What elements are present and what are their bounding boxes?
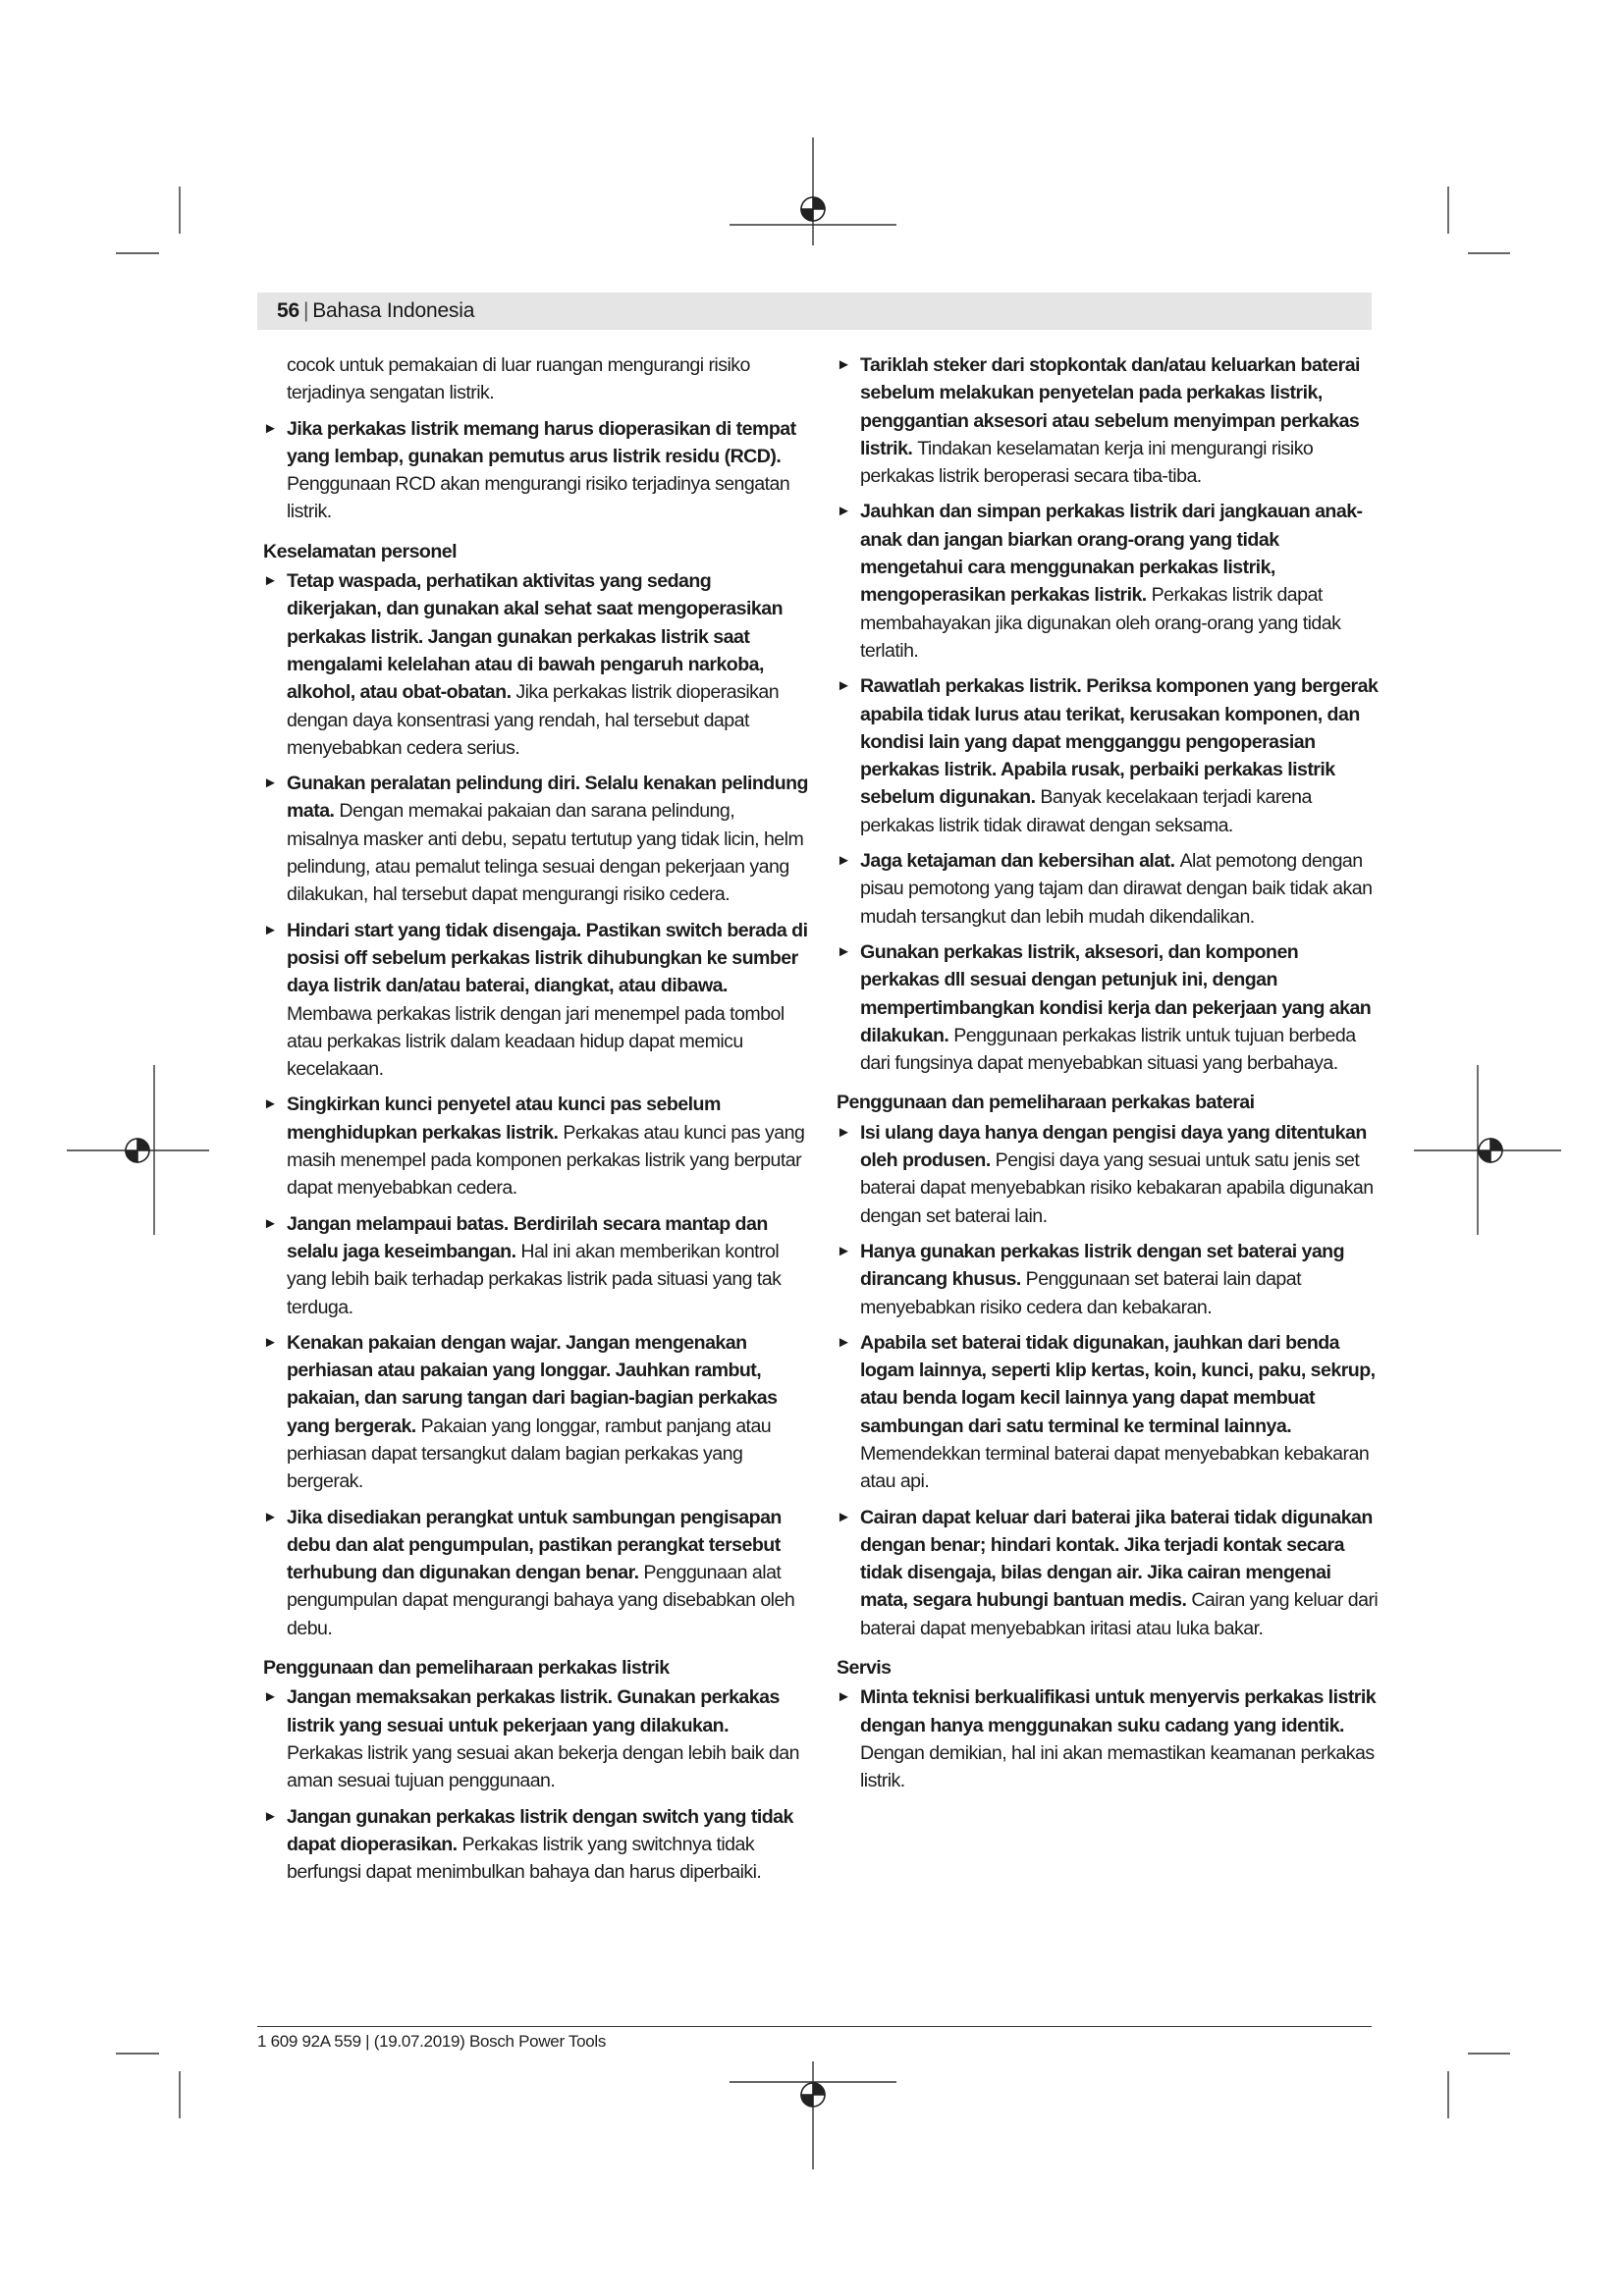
bullet-arrow-icon: ► bbox=[263, 1807, 278, 1825]
item-text: Perkakas listrik yang switchnya tidak berfungsi dapat menimbulkan bahaya dan harus diperbaiki. bbox=[287, 1833, 762, 1884]
item-bold-text: Tetap waspada, perhatikan aktivitas yang sedang dikerjakan, dan gunakan akal sehat saat mengoperasikan perkakas listrik. Jangan gunakan perkakas listrik saat mengalami kelelahan atau di bawah pengaruh narkoba, alkohol, atau obat-obatan. bbox=[287, 570, 783, 704]
bullet-arrow-icon: ► bbox=[837, 503, 851, 520]
registration-target-bottom bbox=[801, 2083, 825, 2107]
page-header bbox=[257, 293, 1372, 330]
bullet-arrow-icon: ► bbox=[837, 1508, 851, 1525]
item-text: Banyak kecelakaan terjadi karena perkakas listrik tidak dirawat dengan seksama. bbox=[860, 786, 1312, 836]
item-text: Hal ini akan memberikan kontrol yang lebih baik terhadap perkakas listrik pada situasi yang tak terduga. bbox=[287, 1240, 782, 1318]
item-bold-text: Jangan melampaui batas. Berdirilah secara mantap dan selalu jaga keseimbangan. bbox=[287, 1212, 768, 1262]
section-heading-service: Servis bbox=[837, 1657, 892, 1680]
item-bold-text: Jika perkakas listrik memang harus dioperasikan di tempat yang lembap, gunakan pemutus arus listrik residu (RCD). bbox=[287, 417, 796, 467]
bullet-arrow-icon: ► bbox=[837, 852, 851, 870]
item-text: Dengan demikian, hal ini akan memastikan keamanan perkakas listrik. bbox=[860, 1741, 1375, 1792]
item-text: Penggunaan set baterai lain dapat menyebabkan risiko cedera dan kebakaran. bbox=[860, 1268, 1302, 1318]
registration-target-right bbox=[1479, 1139, 1502, 1162]
item-text: Tindakan keselamatan kerja ini mengurangi risiko perkakas listrik beroperasi secara tiba-tiba. bbox=[860, 437, 1314, 488]
item-text: Perkakas listrik yang sesuai akan bekerja dengan lebih baik dan aman sesuai tujuan penggunaan. bbox=[287, 1741, 799, 1792]
list-item bbox=[837, 672, 1381, 839]
continuation-text: cocok untuk pemakaian di luar ruangan mengurangi risiko terjadinya sengatan listrik. bbox=[287, 354, 750, 404]
item-text: Pakaian yang longgar, rambut panjang atau perhiasan dapat tersangkut dalam bagian perkakas yang bergerak. bbox=[287, 1415, 772, 1493]
bullet-arrow-icon: ► bbox=[263, 419, 278, 437]
registration-target-left bbox=[126, 1139, 149, 1162]
item-bold-text: Jaga ketajaman dan kebersihan alat. bbox=[860, 850, 1180, 873]
item-text: Alat pemotong dengan pisau pemotong yang tajam dan dirawat dengan baik tidak akan mudah tersangkut dan lebih mudah dikendalikan. bbox=[860, 850, 1373, 928]
list-item bbox=[837, 1504, 1381, 1642]
list-item bbox=[837, 1329, 1381, 1496]
bullet-arrow-icon: ► bbox=[263, 1508, 278, 1525]
list-item bbox=[263, 1683, 808, 1794]
list-item bbox=[837, 1119, 1381, 1230]
list-item bbox=[263, 1504, 808, 1642]
item-bold-text: Singkirkan kunci penyetel atau kunci pas sebelum menghidupkan perkakas listrik. bbox=[287, 1094, 721, 1144]
list-item bbox=[263, 567, 808, 762]
list-item bbox=[837, 1238, 1381, 1321]
section-heading-usage: Penggunaan dan pemeliharaan perkakas listrik bbox=[263, 1657, 670, 1680]
page-footer: 1 609 92A 559 | (19.07.2019) Bosch Power Tools bbox=[257, 2032, 607, 2051]
bullet-arrow-icon: ► bbox=[837, 677, 851, 695]
item-bold-text: Jika disediakan perangkat untuk sambungan pengisapan debu dan alat pengumpulan, pastikan perangkat tersebut terhubung dan digunakan dengan benar. bbox=[287, 1506, 782, 1584]
list-item bbox=[263, 917, 808, 1084]
list-item bbox=[263, 1803, 808, 1887]
item-bold-text: Hindari start yang tidak disengaja. Pastikan switch berada di posisi off sebelum perkakas listrik dihubungkan ke sumber daya listrik dan/atau baterai, diangkat, atau dibawa. bbox=[287, 919, 808, 997]
item-text: Memendekkan terminal baterai dapat menyebabkan kebakaran atau api. bbox=[860, 1442, 1370, 1493]
bullet-arrow-icon: ► bbox=[263, 1095, 278, 1113]
registration-target-top bbox=[801, 197, 825, 221]
item-bold-text: Gunakan perkakas listrik, aksesori, dan komponen perkakas dll sesuai dengan petunjuk ini, dengan mempertimbangkan kondisi kerja dan pekerjaan yang akan dilakukan. bbox=[860, 940, 1372, 1046]
list-item bbox=[837, 1683, 1381, 1794]
bullet-arrow-icon: ► bbox=[263, 1214, 278, 1232]
item-bold-text: Gunakan peralatan pelindung diri. Selalu kenakan pelindung mata. bbox=[287, 773, 808, 823]
item-text: Jika perkakas listrik dioperasikan dengan daya konsentrasi yang rendah, hal tersebut dapat menyebabkan cedera serius. bbox=[287, 681, 780, 759]
item-bold-text: Jangan gunakan perkakas listrik dengan switch yang tidak dapat dioperasikan. bbox=[287, 1805, 793, 1855]
item-bold-text: Jangan memaksakan perkakas listrik. Gunakan perkakas listrik yang sesuai untuk pekerjaan yang dilakukan. bbox=[287, 1686, 780, 1736]
bullet-arrow-icon: ► bbox=[263, 921, 278, 938]
list-item bbox=[837, 847, 1381, 931]
header-language: Bahasa Indonesia bbox=[312, 299, 475, 322]
bullet-arrow-icon: ► bbox=[837, 1333, 851, 1351]
bullet-arrow-icon: ► bbox=[837, 1123, 851, 1141]
item-text: Penggunaan RCD akan mengurangi risiko terjadinya sengatan listrik. bbox=[287, 473, 790, 523]
item-text: Pengisi daya yang sesuai untuk satu jenis set baterai dapat menyebabkan risiko kebakaran apabila digunakan dengan set baterai lain. bbox=[860, 1149, 1374, 1227]
bullet-arrow-icon: ► bbox=[263, 572, 278, 590]
item-bold-text: Jauhkan dan simpan perkakas listrik dari jangkauan anak-anak dan jangan biarkan orang-orang yang tidak mengetahui cara menggunakan perkakas listrik, mengoperasikan perkakas listrik. bbox=[860, 501, 1363, 607]
list-item bbox=[263, 1329, 808, 1496]
item-bold-text: Tariklah steker dari stopkontak dan/atau keluarkan baterai sebelum melakukan penyetelan pada perkakas listrik, penggantian aksesori atau sebelum menyimpan perkakas listrik. bbox=[860, 354, 1360, 459]
item-text: Perkakas atau kunci pas yang masih menempel pada komponen perkakas listrik yang berputar dapat menyebabkan cedera. bbox=[287, 1121, 805, 1200]
header-separator: | bbox=[302, 299, 309, 322]
page-number: 56 bbox=[277, 299, 299, 322]
item-bold-text: Kenakan pakaian dengan wajar. Jangan mengenakan perhiasan atau pakaian yang longgar. Jauhkan rambut, pakaian, dan sarung tangan dari bagian-bagian perkakas yang bergerak. bbox=[287, 1331, 778, 1437]
section-heading-battery: Penggunaan dan pemeliharaan perkakas baterai bbox=[837, 1092, 1255, 1114]
list-item bbox=[263, 1210, 808, 1321]
item-text: Cairan yang keluar dari baterai dapat menyebabkan iritasi atau luka bakar. bbox=[860, 1589, 1379, 1639]
item-text: Penggunaan alat pengumpulan dapat mengurangi bahaya yang disebabkan oleh debu. bbox=[287, 1562, 795, 1639]
item-bold-text: Apabila set baterai tidak digunakan, jauhkan dari benda logam lainnya, seperti klip kertas, koin, kunci, paku, sekrup, atau benda logam kecil lainnya yang dapat membuat sambungan dari satu terminal ke terminal lainnya. bbox=[860, 1331, 1376, 1437]
bullet-arrow-icon: ► bbox=[837, 1242, 851, 1259]
bullet-arrow-icon: ► bbox=[837, 1688, 851, 1706]
item-text: Membawa perkakas listrik dengan jari menempel pada tombol atau perkakas listrik dalam keadaan hidup dapat memicu kecelakaan. bbox=[287, 1002, 785, 1081]
item-bold-text: Minta teknisi berkualifikasi untuk menyervis perkakas listrik dengan hanya menggunakan suku cadang yang identik. bbox=[860, 1686, 1377, 1736]
list-item bbox=[263, 1091, 808, 1201]
bullet-arrow-icon: ► bbox=[263, 774, 278, 792]
bullet-arrow-icon: ► bbox=[263, 1688, 278, 1706]
item-text: Penggunaan perkakas listrik untuk tujuan berbeda dari fungsinya dapat menyebabkan situasi yang berbahaya. bbox=[860, 1024, 1356, 1075]
item-text: Perkakas listrik dapat membahayakan jika digunakan oleh orang-orang yang tidak terlatih. bbox=[860, 584, 1341, 662]
list-item bbox=[837, 938, 1381, 1077]
item-bold-text: Cairan dapat keluar dari baterai jika baterai tidak digunakan dengan benar; hindari kontak. Jika terjadi kontak secara tidak disengaja, bilas dengan air. Jika cairan mengenai mata, segara hubungi bantuan medis. bbox=[860, 1506, 1373, 1612]
list-item bbox=[263, 770, 808, 908]
item-bold-text: Isi ulang daya hanya dengan pengisi daya yang ditentukan oleh produsen. bbox=[860, 1121, 1367, 1172]
item-bold-text: Hanya gunakan perkakas listrik dengan set baterai yang dirancang khusus. bbox=[860, 1240, 1345, 1291]
list-item bbox=[837, 351, 1381, 490]
section-heading-personal: Keselamatan personel bbox=[263, 540, 458, 562]
bullet-arrow-icon: ► bbox=[837, 942, 851, 960]
list-item bbox=[263, 415, 808, 526]
bullet-arrow-icon: ► bbox=[837, 356, 851, 373]
item-text: Dengan memakai pakaian dan sarana pelindung, misalnya masker anti debu, sepatu tertutup yang tidak licin, helm pelindung, atau pemalut telinga sesuai dengan pekerjaan yang dilakukan, hal tersebut dapat mengurangi risiko cedera. bbox=[287, 800, 804, 906]
bullet-arrow-icon: ► bbox=[263, 1333, 278, 1351]
left-column bbox=[263, 351, 808, 1894]
footer-divider bbox=[257, 2026, 1372, 2027]
item-bold-text: Rawatlah perkakas listrik. Periksa komponen yang bergerak apabila tidak lurus atau terikat, kerusakan komponen, dan kondisi lain yang dapat mengganggu pengoperasian perkakas listrik. Apabila rusak, perbaiki perkakas listrik sebelum digunakan. bbox=[860, 675, 1379, 809]
right-column bbox=[837, 351, 1381, 1803]
list-item bbox=[837, 498, 1381, 665]
